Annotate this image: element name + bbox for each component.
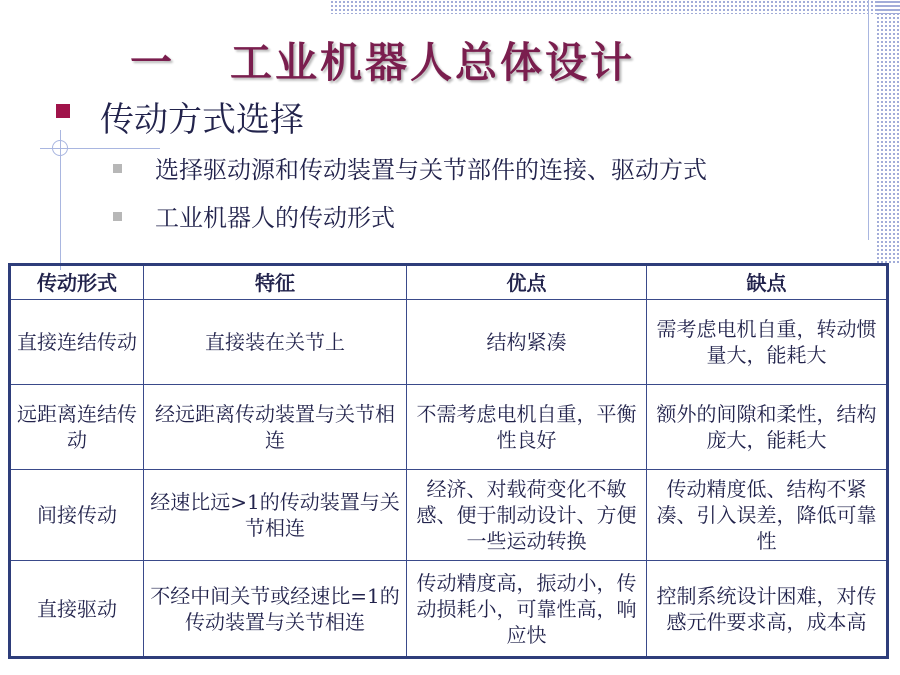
table-header-cell: 特征 [144, 265, 407, 300]
table-row [10, 300, 888, 385]
section-heading: 传动方式选择 [100, 100, 304, 140]
square-bullet-icon [56, 104, 70, 118]
slide-title [130, 30, 830, 90]
table-row [10, 470, 888, 561]
table-cell: 直接驱动 [10, 561, 144, 658]
table-cell: 直接装在关节上 [144, 300, 407, 385]
table-cell: 不需考虑电机自重，平衡性良好 [407, 385, 647, 470]
decorative-dot-band-top [330, 0, 900, 14]
table-cell: 经济、对载荷变化不敏感、便于制动设计、方便一些运动转换 [407, 470, 647, 561]
table-cell: 传动精度高，振动小，传动损耗小，可靠性高，响应快 [407, 561, 647, 658]
table-header-cell: 缺点 [647, 265, 888, 300]
subpoint-item: 工业机器人的传动形式 [155, 204, 395, 232]
table-cell: 结构紧凑 [407, 300, 647, 385]
table-header-cell: 传动形式 [10, 265, 144, 300]
slide-title-text: 工业机器人总体设计 [230, 38, 636, 87]
table-header-cell: 优点 [407, 265, 647, 300]
table-cell: 远距离连结传动 [10, 385, 144, 470]
table-row [10, 561, 888, 658]
table-cell: 控制系统设计困难，对传感元件要求高，成本高 [647, 561, 888, 658]
table-cell: 直接连结传动 [10, 300, 144, 385]
square-bullet-icon [113, 212, 122, 221]
table-cell: 额外的间隙和柔性，结构庞大，能耗大 [647, 385, 888, 470]
transmission-table [8, 263, 889, 659]
table-cell: 需考虑电机自重，转动惯量大，能耗大 [647, 300, 888, 385]
table-cell: 间接传动 [10, 470, 144, 561]
decorative-circle [52, 140, 68, 156]
table-cell: 经远距离传动装置与关节相连 [144, 385, 407, 470]
slide-title-number: 一 [130, 38, 176, 87]
table-row [10, 385, 888, 470]
table-cell: 不经中间关节或经速比=1的传动装置与关节相连 [144, 561, 407, 658]
table-cell: 传动精度低、结构不紧凑、引入误差，降低可靠性 [647, 470, 888, 561]
table-header-row [10, 265, 888, 300]
square-bullet-icon [113, 164, 122, 173]
table-cell: 经速比远>1的传动装置与关节相连 [144, 470, 407, 561]
subpoint-item: 选择驱动源和传动装置与关节部件的连接、驱动方式 [155, 156, 707, 184]
decorative-dot-band-right [876, 0, 900, 265]
decorative-line-right [868, 0, 869, 240]
